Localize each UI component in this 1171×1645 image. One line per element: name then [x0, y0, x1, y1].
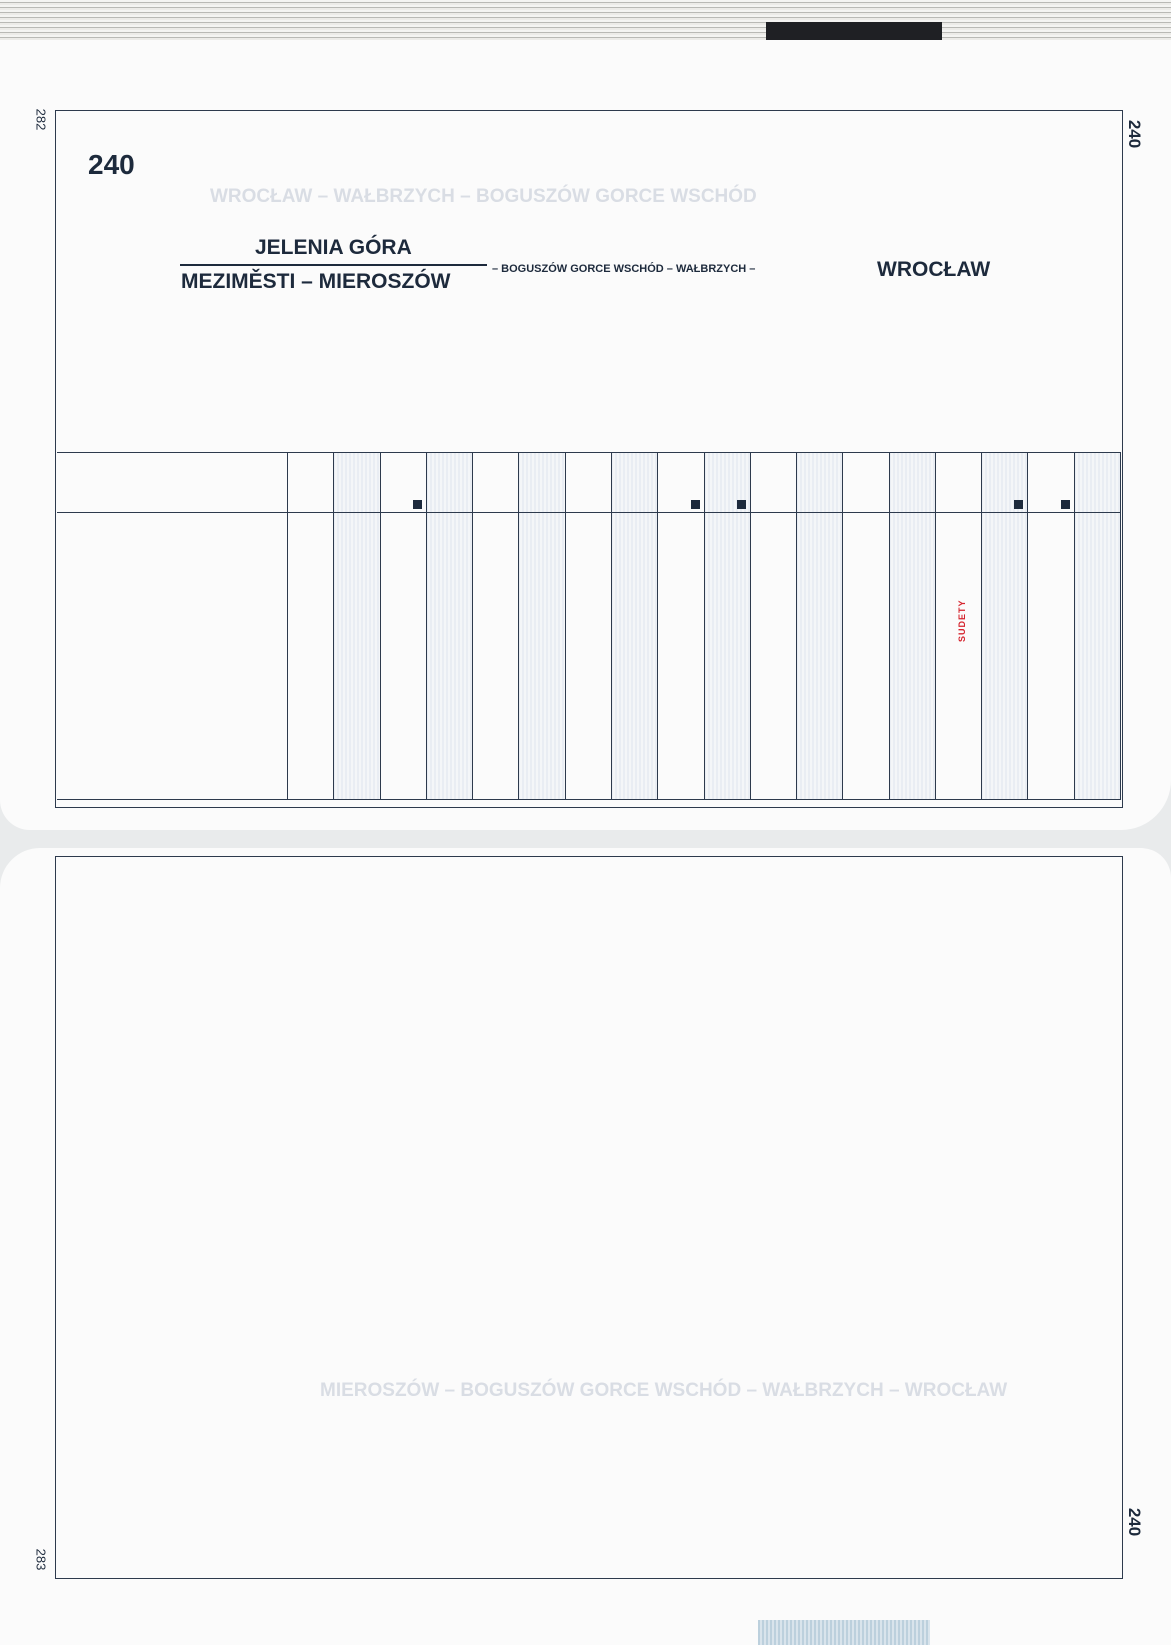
table-number: 240	[88, 149, 135, 180]
sudety-train-name: SUDETY	[957, 599, 967, 642]
column-line	[750, 452, 751, 800]
column-line	[1074, 452, 1075, 800]
title-jelenia-gora: JELENIA GÓRA	[255, 236, 412, 259]
page-number-top: 282	[33, 108, 49, 131]
bleed-through-text: MIEROSZÓW – BOGUSZÓW GORCE WSCHÓD – WAŁBRZYCH – WROCŁAW	[320, 1380, 1008, 1401]
title-wroclaw: WROCŁAW	[877, 258, 991, 281]
column-line	[842, 452, 843, 800]
lower-timetable	[57, 892, 1120, 1288]
footnote-mark	[413, 500, 422, 509]
column-shading	[889, 452, 935, 800]
column-line	[1027, 452, 1028, 800]
column-line	[657, 452, 658, 800]
side-table-number-bottom: 240	[1125, 1507, 1145, 1537]
footnote-mark	[737, 500, 746, 509]
footnote-mark	[1061, 500, 1070, 509]
column-line	[796, 452, 797, 800]
title-mezimesti-mieroszow: MEZIMĚSTI – MIEROSZÓW	[181, 270, 451, 293]
side-table-number-top: 240	[1125, 119, 1145, 149]
column-line	[565, 452, 566, 800]
footnote-mark	[1014, 500, 1023, 509]
column-line	[333, 452, 334, 800]
bleed-through-text: WROCŁAW – WAŁBRZYCH – BOGUSZÓW GORCE WSCHÓD	[210, 186, 757, 207]
column-shading	[611, 452, 657, 800]
table-bottom-line	[57, 799, 1120, 800]
column-line	[1120, 452, 1121, 800]
column-shading	[426, 452, 472, 800]
column-line	[518, 452, 519, 800]
footnote-mark	[691, 500, 700, 509]
column-line	[426, 452, 427, 800]
column-shading	[1074, 452, 1120, 800]
column-shading	[518, 452, 564, 800]
column-line	[889, 452, 890, 800]
column-line	[287, 452, 288, 800]
page-number-bottom: 283	[33, 1548, 49, 1571]
column-shading	[333, 452, 379, 800]
table-top-line	[57, 452, 1120, 453]
bottom-page-tab	[758, 1620, 930, 1645]
title-route-middle: – BOGUSZÓW GORCE WSCHÓD – WAŁBRZYCH –	[492, 263, 756, 275]
column-line	[472, 452, 473, 800]
header-bottom-line	[57, 512, 1120, 513]
column-line	[704, 452, 705, 800]
column-shading	[796, 452, 842, 800]
title-divider	[180, 264, 487, 266]
column-line	[981, 452, 982, 800]
column-line	[935, 452, 936, 800]
column-line	[380, 452, 381, 800]
column-line	[611, 452, 612, 800]
